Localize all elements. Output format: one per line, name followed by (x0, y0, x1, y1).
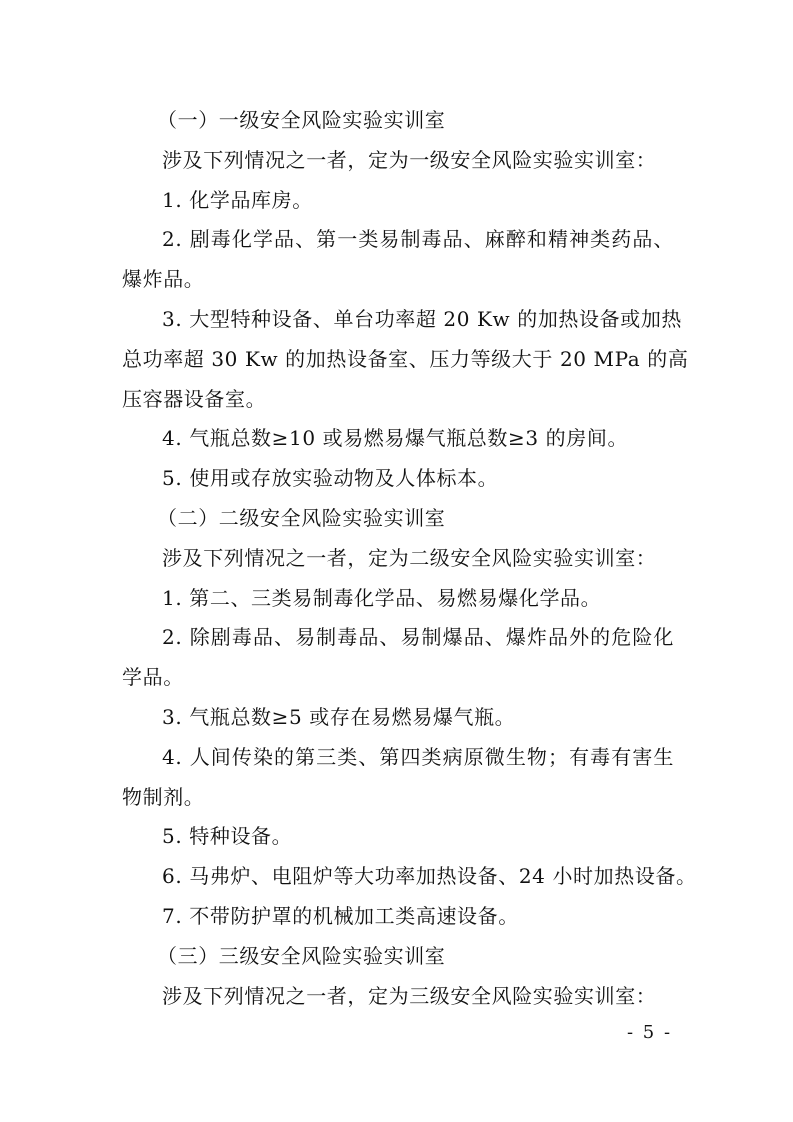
list-item-continuation: 压容器设备室。 (122, 386, 267, 411)
section-heading-level-3: （三）三级安全风险实验实训室 (157, 943, 446, 968)
list-item: 3. 气瓶总数≥5 或存在易燃易爆气瓶。 (162, 704, 516, 729)
list-item-continuation: 学品。 (122, 665, 184, 690)
list-item: 4. 气瓶总数≥10 或易燃易爆气瓶总数≥3 的房间。 (162, 426, 629, 451)
page-number: - 5 - (627, 1022, 673, 1043)
list-item: 7. 不带防护罩的机械加工类高速设备。 (162, 903, 519, 928)
document-body (122, 101, 697, 1016)
list-item: 4. 人间传染的第三类、第四类病原微生物；有毒有害生 (162, 744, 674, 769)
list-item: 2. 除剧毒品、易制毒品、易制爆品、爆炸品外的危险化 (162, 625, 674, 650)
list-item-continuation: 爆炸品。 (122, 267, 205, 292)
list-item: 6. 马弗炉、电阻炉等大功率加热设备、24 小时加热设备。 (162, 864, 697, 889)
list-item: 3. 大型特种设备、单台功率超 20 Kw 的加热设备或加热 (162, 306, 683, 331)
section-heading-level-2: （二）二级安全风险实验实训室 (157, 505, 446, 530)
list-item-continuation: 物制剂。 (122, 784, 205, 809)
paragraph-intro-level-2: 涉及下列情况之一者，定为二级安全风险实验实训室： (162, 545, 657, 570)
list-item: 2. 剧毒化学品、第一类易制毒品、麻醉和精神类药品、 (162, 227, 674, 252)
list-item: 5. 特种设备。 (162, 824, 293, 849)
list-item: 1. 第二、三类易制毒化学品、易燃易爆化学品。 (162, 585, 602, 610)
list-item: 1. 化学品库房。 (162, 187, 313, 212)
paragraph-intro-level-3: 涉及下列情况之一者，定为三级安全风险实验实训室： (162, 983, 657, 1008)
list-item: 5. 使用或存放实验动物及人体标本。 (162, 466, 499, 491)
section-heading-level-1: （一）一级安全风险实验实训室 (157, 108, 446, 132)
paragraph-intro-level-1: 涉及下列情况之一者，定为一级安全风险实验实训室： (162, 147, 657, 172)
list-item-continuation: 总功率超 30 Kw 的加热设备室、压力等级大于 20 MPa 的高 (122, 346, 689, 371)
